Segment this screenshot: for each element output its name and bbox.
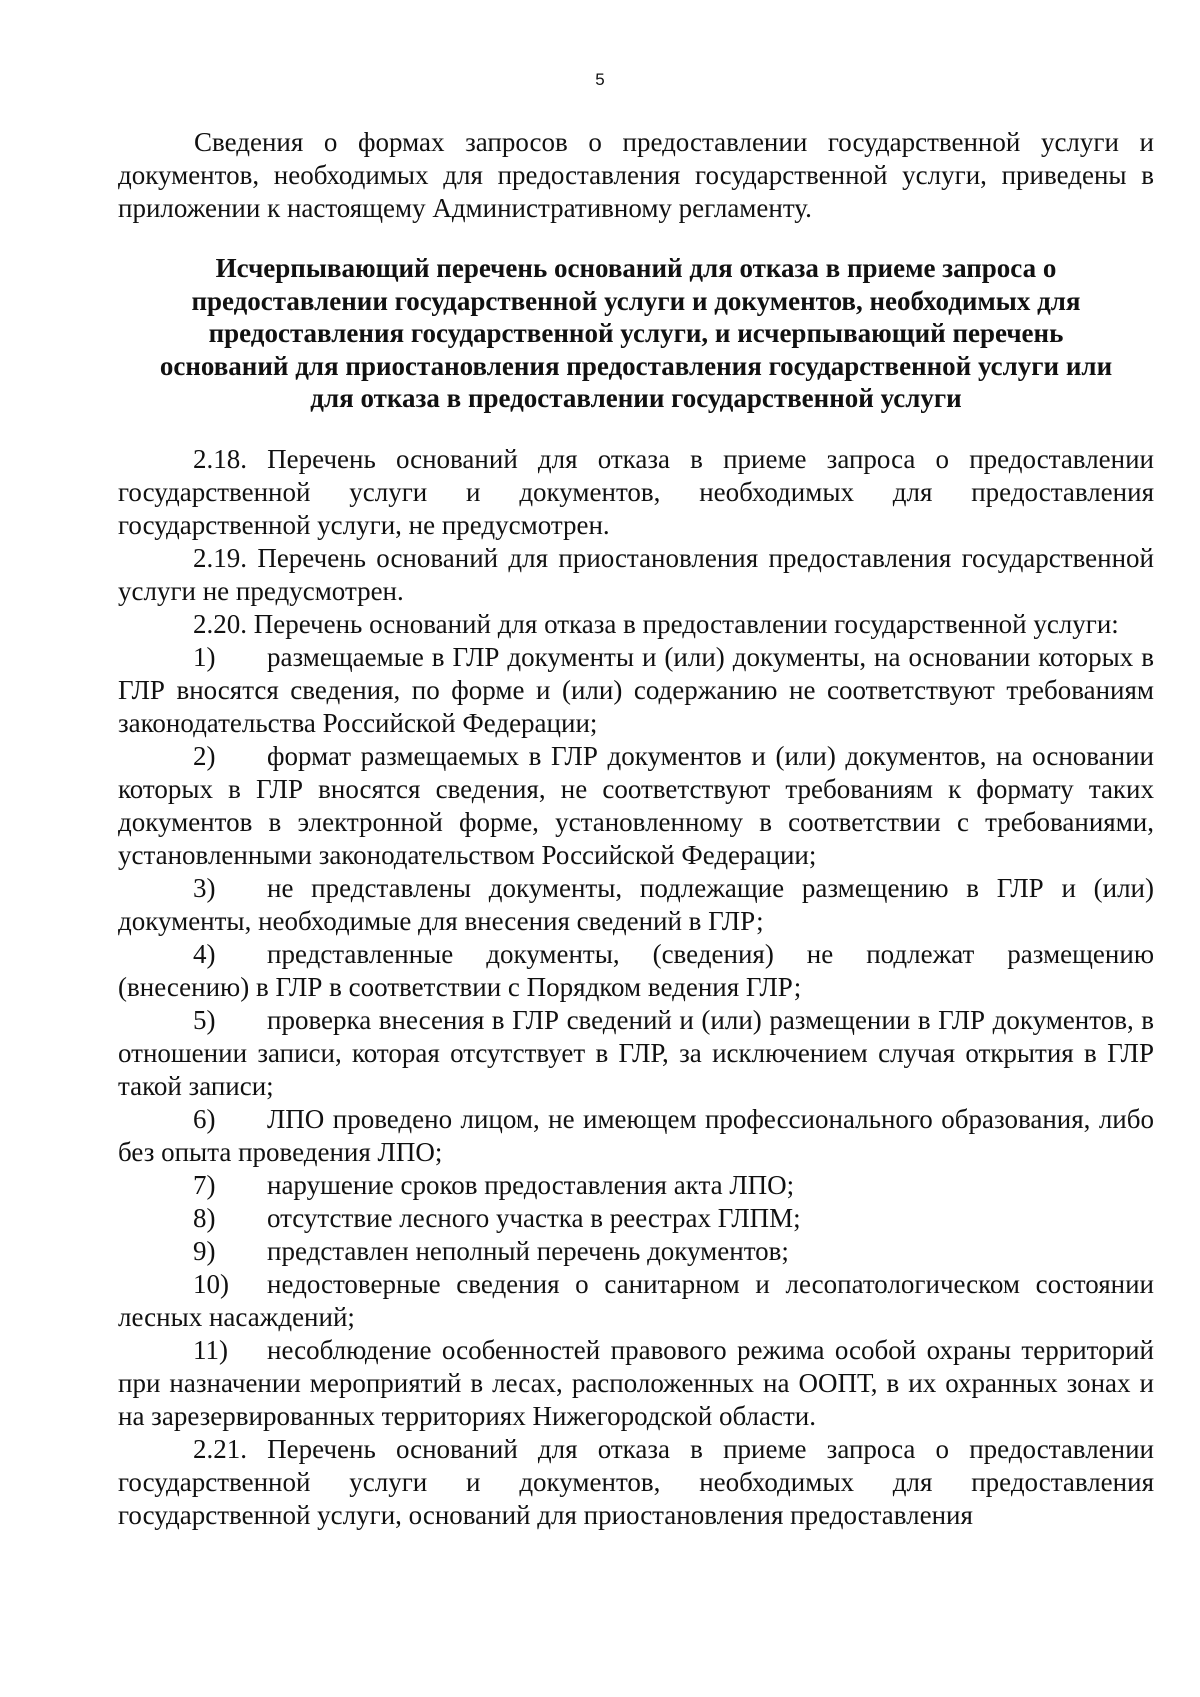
list-item-text: ЛПО проведено лицом, не имеющем профессионального образования, либо без опыта проведения ЛПО; (118, 1103, 1154, 1167)
list-item (118, 872, 1154, 938)
list-item (118, 740, 1154, 872)
list-item-number: 4) (193, 938, 216, 969)
list-item-text: формат размещаемых в ГЛР документов и (или) документов, на основании которых в ГЛР вносятся сведения, не соответствуют требованиям к формату таких документов в электронной форме, установленному в соответствии с требованиями, установленными законодательством Российской Федерации; (118, 740, 1154, 870)
list-item-text: размещаемые в ГЛР документы и (или) документы, на основании которых в ГЛР вносятся сведения, по форме и (или) содержанию не соответствуют требованиям законодательства Российской Федерации; (118, 641, 1154, 738)
list-item (118, 1202, 1154, 1235)
list-item-number: 9) (193, 1235, 216, 1266)
intro-paragraph: Сведения о формах запросов о предоставлении государственной услуги и документов, необходимых для предоставления государственной услуги, приведены в приложении к настоящему Административному регламенту. (118, 127, 1154, 223)
list-item-text: несоблюдение особенностей правового режима особой охраны территорий при назначении мероприятий в лесах, расположенных на ООПТ, в их охранных зонах и на зарезервированных территориях Нижегородской области. (118, 1334, 1154, 1431)
list-item (118, 1103, 1154, 1169)
list-item-number: 1) (193, 641, 216, 672)
paragraph-2-21: 2.21. Перечень оснований для отказа в приеме запроса о предоставлении государственной услуги и документов, необходимых для предоставления государственной услуги, оснований для приостановления предоставления (118, 1433, 1154, 1530)
list-item-number: 7) (193, 1169, 216, 1200)
section-heading: Исчерпывающий перечень оснований для отказа в приеме запроса о предоставлении государственной услуги и документов, необходимых для предоставления государственной услуги, и исчерпывающий перечень оснований для приостановления предоставления государственной услуги или для отказа в предоставлении государственной услуги (159, 253, 1113, 413)
list-item-number: 8) (193, 1202, 216, 1233)
list-item (118, 1235, 1154, 1268)
list-item-text: недостоверные сведения о санитарном и лесопатологическом состоянии лесных насаждений; (118, 1268, 1154, 1332)
paragraph-2-19: 2.19. Перечень оснований для приостановления предоставления государственной услуги не предусмотрен. (118, 542, 1154, 606)
list-item-number: 3) (193, 872, 216, 903)
paragraph-2-20: 2.20. Перечень оснований для отказа в предоставлении государственной услуги: (193, 608, 1119, 639)
list-item (118, 1169, 1154, 1202)
page-number: 5 (595, 70, 605, 89)
refusal-grounds-list (118, 641, 1154, 1433)
list-item-text: не представлены документы, подлежащие размещению в ГЛР и (или) документы, необходимые для внесения сведений в ГЛР; (118, 872, 1154, 936)
list-item (118, 1004, 1154, 1103)
list-item-text: проверка внесения в ГЛР сведений и (или) размещении в ГЛР документов, в отношении записи, которая отсутствует в ГЛР, за исключением случая открытия в ГЛР такой записи; (118, 1004, 1154, 1101)
list-item (118, 1268, 1154, 1334)
list-item (118, 641, 1154, 740)
list-item-number: 10) (193, 1268, 229, 1299)
list-item-text: представлен неполный перечень документов; (267, 1235, 789, 1266)
document-body (118, 126, 1154, 1532)
list-item-number: 11) (193, 1334, 228, 1365)
list-item (118, 938, 1154, 1004)
list-item-text: нарушение сроков предоставления акта ЛПО; (267, 1169, 795, 1200)
list-item (118, 1334, 1154, 1433)
list-item-number: 5) (193, 1004, 216, 1035)
list-item-number: 6) (193, 1103, 216, 1134)
list-item-number: 2) (193, 740, 216, 771)
paragraph-2-18: 2.18. Перечень оснований для отказа в приеме запроса о предоставлении государственной услуги и документов, необходимых для предоставления государственной услуги, не предусмотрен. (118, 443, 1154, 540)
list-item-text: отсутствие лесного участка в реестрах ГЛПМ; (267, 1202, 801, 1233)
list-item-text: представленные документы, (сведения) не подлежат размещению (внесению) в ГЛР в соответствии с Порядком ведения ГЛР; (118, 938, 1154, 1002)
